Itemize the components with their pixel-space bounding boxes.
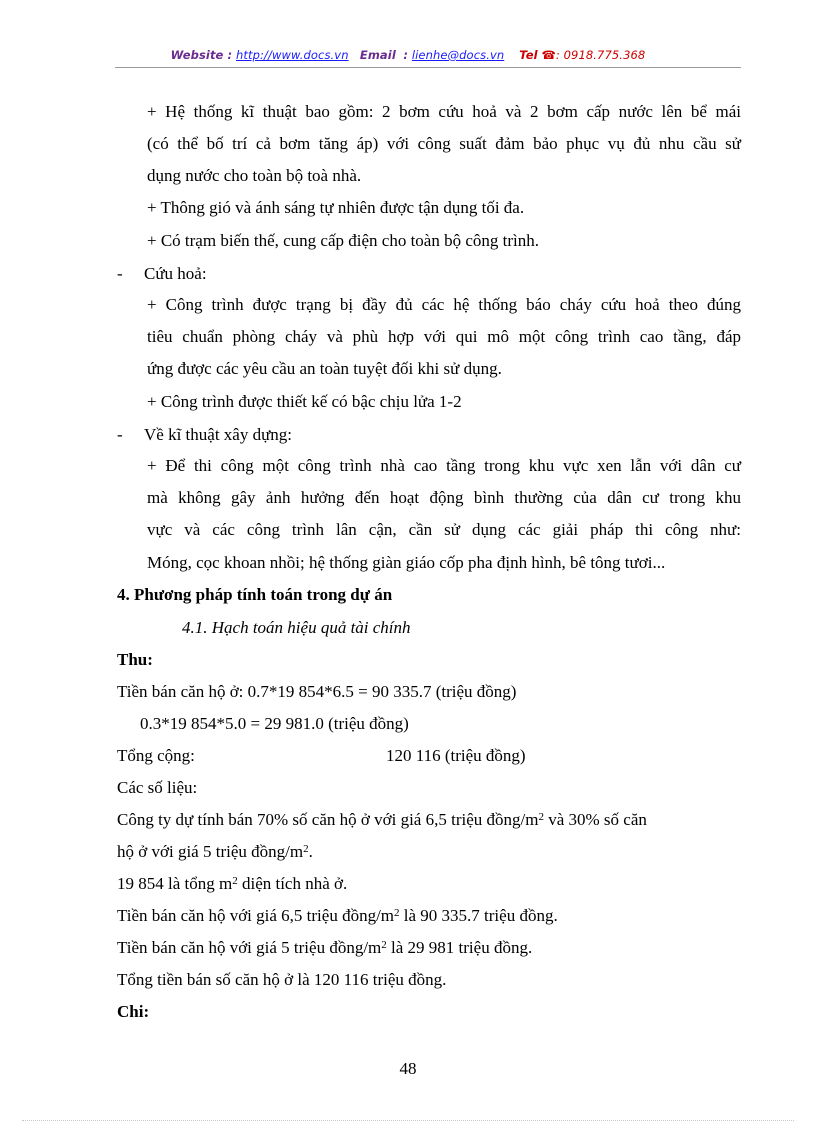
bullet-dash: -	[117, 264, 123, 283]
section-heading: 4. Phương pháp tính toán trong dự án	[117, 585, 393, 604]
subsection-heading: 4.1. Hạch toán hiệu quả tài chính	[182, 618, 411, 637]
email-separator: :	[403, 48, 409, 62]
body-line: ứng được các yêu cầu an toàn tuyệt đối khi sử dụng.	[147, 359, 502, 378]
body-line: (có thể bố trí cả bơm tăng áp) với công suất đảm bảo phục vụ đủ nhu cầu sử	[147, 134, 741, 153]
body-line: 0.3*19 854*5.0 = 29 981.0 (triệu đồng)	[140, 714, 409, 733]
body-line: + Công trình được thiết kế có bậc chịu lửa 1-2	[147, 392, 462, 411]
tel-number: : 0918.775.368	[555, 48, 646, 62]
body-line: vực và các công trình lân cận, cần sử dụng các giải pháp thi công như:	[147, 520, 741, 539]
body-line: Tiền bán căn hộ ở: 0.7*19 854*6.5 = 90 335.7 (triệu đồng)	[117, 682, 517, 701]
body-line: dụng nước cho toàn bộ toà nhà.	[147, 166, 362, 185]
body-line: + Hệ thống kĩ thuật bao gồm: 2 bơm cứu hoả và 2 bơm cấp nước lên bể mái	[147, 102, 741, 121]
tel-label: Tel	[519, 48, 538, 62]
body-line: Tiền bán căn hộ với giá 6,5 triệu đồng/$m^2$ là 90 335.7 triệu đồng.	[117, 906, 558, 925]
body-line: Công ty dự tính bán 70% số căn hộ ở với giá 6,5 triệu đồng/$m^2$ và 30% số căn	[117, 810, 647, 829]
body-line: + Thông gió và ánh sáng tự nhiên được tận dụng tối đa.	[147, 198, 525, 217]
body-line: 19 854 là tổng $m^2$ diện tích nhà ở.	[117, 874, 348, 893]
thu-heading: Thu:	[117, 650, 153, 669]
bullet-dash: -	[117, 425, 123, 444]
page-header	[0, 48, 816, 62]
body-line: + Công trình được trạng bị đầy đủ các hệ thống báo cháy cứu hoả theo đúng	[147, 295, 741, 314]
email-label: Email	[359, 48, 396, 62]
bullet-heading: Về kĩ thuật xây dựng:	[144, 425, 293, 444]
body-line: tiêu chuẩn phòng cháy và phù hợp với qui mô một công trình cao tầng, đáp	[147, 327, 741, 346]
header-divider	[115, 67, 741, 68]
chi-heading: Chi:	[117, 1002, 150, 1021]
body-line: hộ ở với giá 5 triệu đồng/$m^2$.	[117, 842, 313, 861]
body-line: + Để thi công một công trình nhà cao tầng trong khu vực xen lẫn với dân cư	[147, 456, 741, 475]
body-line: Móng, cọc khoan nhồi; hệ thống giàn giáo cốp pha định hình, bê tông tươi...	[147, 553, 666, 572]
email-link[interactable]: lienhe@docs.vn	[411, 48, 505, 62]
footer-divider	[22, 1120, 794, 1121]
body-line: mà không gây ảnh hưởng đến hoạt động bình thường của dân cư trong khu	[147, 488, 741, 507]
phone-icon: ☎	[541, 48, 556, 62]
bullet-heading: Cứu hoả:	[144, 264, 207, 283]
body-line: Các số liệu:	[117, 778, 198, 797]
body-line: Tiền bán căn hộ với giá 5 triệu đồng/$m^2$ là 29 981 triệu đồng.	[117, 938, 533, 957]
total-label: Tổng cộng:	[117, 746, 195, 765]
page-number: 48	[399, 1059, 417, 1078]
total-value: 120 116 (triệu đồng)	[386, 746, 526, 765]
website-label: Website :	[170, 48, 233, 62]
website-link[interactable]: http://www.docs.vn	[236, 48, 349, 62]
body-line: Tổng tiền bán số căn hộ ở là 120 116 triệu đồng.	[117, 970, 447, 989]
body-line: + Có trạm biến thế, cung cấp điện cho toàn bộ công trình.	[147, 231, 539, 250]
